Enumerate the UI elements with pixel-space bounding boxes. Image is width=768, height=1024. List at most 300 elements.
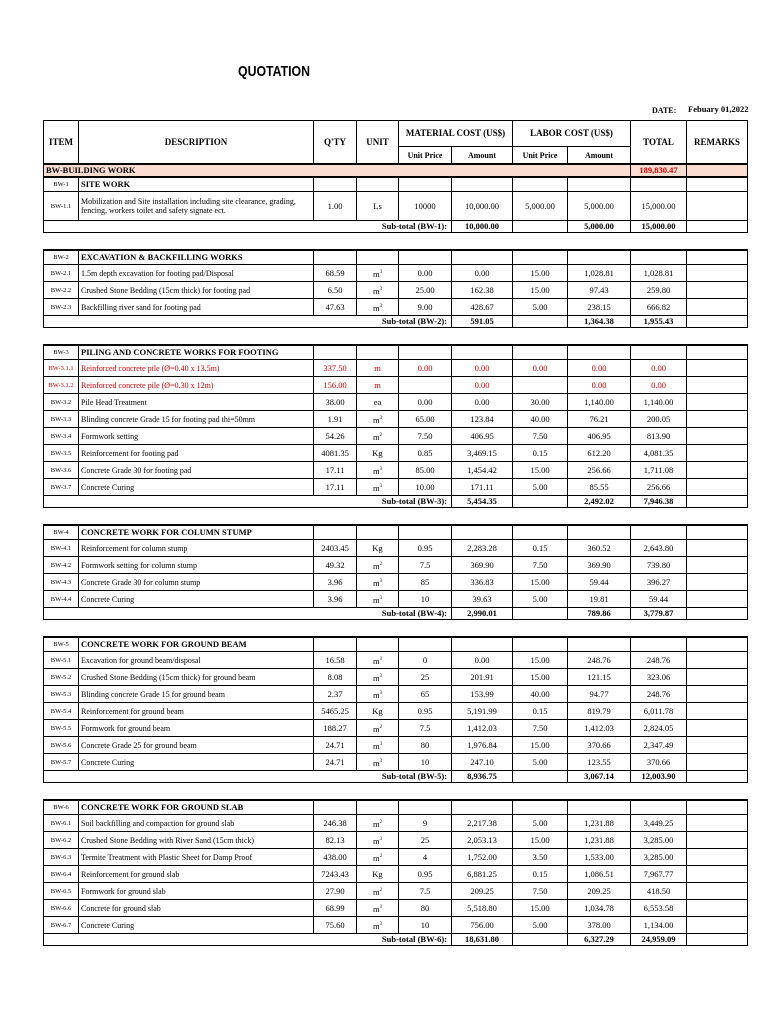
item-unit: $m^2$ [357,849,399,866]
material-unit-price: 0.95 [399,703,452,720]
table-row [44,849,748,866]
item-code: BW-4.4 [44,591,79,608]
item-description: Reinforcement for ground beam [79,703,314,720]
item-total: 323.06 [631,669,687,686]
labor-unit-price: 5,000.00 [513,192,568,221]
material-amount: 2,217.38 [452,815,513,832]
section-code: BW-3 [44,345,79,360]
item-description: Concrete Grade 25 for ground beam [79,737,314,754]
item-description: Formwork setting for column stump [79,557,314,574]
item-total: 4,081.35 [631,445,687,462]
labor-amount: 1,140.00 [568,394,631,411]
subtotal-row [44,608,748,620]
section-header [44,345,748,360]
item-qty: 8.08 [314,669,357,686]
labor-unit-price: 5.00 [513,815,568,832]
item-qty: 27.90 [314,883,357,900]
item-total: 1,711.08 [631,462,687,479]
header-material-amount: Amount [452,147,513,165]
item-description: Reinforcement for column stump [79,540,314,557]
item-remarks [687,360,748,377]
item-description: Reinforcement for ground slab [79,866,314,883]
item-remarks [687,540,748,557]
subtotal-row [44,934,748,946]
item-unit: $m^2$ [357,815,399,832]
item-qty: 1.91 [314,411,357,428]
item-code: BW-3.7 [44,479,79,496]
item-remarks [687,557,748,574]
table-row [44,815,748,832]
material-amount: 162.38 [452,282,513,299]
item-unit: $m^2$ [357,720,399,737]
labor-unit-price: 7.50 [513,883,568,900]
item-remarks [687,720,748,737]
subtotal-label: Sub-total (BW-4): [44,608,452,620]
item-remarks [687,394,748,411]
labor-unit-price: 0.00 [513,360,568,377]
table-row [44,866,748,883]
item-total: 248.76 [631,686,687,703]
labor-amount: 94.77 [568,686,631,703]
material-unit-price: 85 [399,574,452,591]
material-unit-price: 10 [399,917,452,934]
labor-amount: 76.21 [568,411,631,428]
quotation-sheet [43,120,747,946]
item-code: BW-5.5 [44,720,79,737]
date-label: DATE: [652,106,677,115]
item-unit: $m^2$ [357,883,399,900]
item-remarks [687,832,748,849]
item-total: 59.44 [631,591,687,608]
item-total: 0.00 [631,377,687,394]
header-item: ITEM [44,121,79,165]
table-row [44,360,748,377]
labor-unit-price: 5.00 [513,754,568,771]
item-unit: $m^3$ [357,574,399,591]
table-row [44,394,748,411]
item-qty: 156.00 [314,377,357,394]
section-spacer [44,328,748,346]
material-amount: 5,518.80 [452,900,513,917]
material-amount: 5,191.99 [452,703,513,720]
item-description: Blinding concrete Grade 15 for footing pad thi=50mm [79,411,314,428]
item-total: 739.80 [631,557,687,574]
labor-unit-price: 3.50 [513,849,568,866]
material-amount: 0.00 [452,377,513,394]
section-header [44,637,748,652]
item-total: 259.80 [631,282,687,299]
labor-unit-price: 7.50 [513,428,568,445]
item-qty: 337.50 [314,360,357,377]
material-unit-price: 7.5 [399,883,452,900]
item-total: 6,553.58 [631,900,687,917]
item-qty: 246.38 [314,815,357,832]
item-total: 6,011.78 [631,703,687,720]
material-unit-price: 0 [399,652,452,669]
item-qty: 82.13 [314,832,357,849]
labor-amount: 370.66 [568,737,631,754]
material-amount: 39.63 [452,591,513,608]
item-remarks [687,591,748,608]
item-qty: 38.00 [314,394,357,411]
item-qty: 438.00 [314,849,357,866]
item-description: Concrete Grade 30 for footing pad [79,462,314,479]
section-spacer [44,233,748,251]
item-code: BW-2.2 [44,282,79,299]
subtotal-row [44,316,748,328]
section-title: CONCRETE WORK FOR GROUND SLAB [79,800,314,815]
item-code: BW-6.7 [44,917,79,934]
item-unit: $m^3$ [357,669,399,686]
item-remarks [687,282,748,299]
material-unit-price: 0.95 [399,540,452,557]
section-title: PILING AND CONCRETE WORKS FOR FOOTING [79,345,314,360]
item-total: 15,000.00 [631,192,687,221]
item-remarks [687,849,748,866]
labor-amount: 85.55 [568,479,631,496]
table-row [44,720,748,737]
labor-unit-price: 0.15 [513,866,568,883]
item-description: Concrete Curing [79,754,314,771]
item-qty: 3.96 [314,574,357,591]
material-unit-price: 7.5 [399,720,452,737]
item-total: 2,347.49 [631,737,687,754]
item-total: 666.82 [631,299,687,316]
subtotal-material: 591.05 [452,316,513,328]
material-unit-price: 25 [399,832,452,849]
item-unit: $m^3$ [357,754,399,771]
table-row [44,591,748,608]
material-unit-price: 10 [399,754,452,771]
material-unit-price: 25.00 [399,282,452,299]
table-row [44,445,748,462]
item-description: Termite Treatment with Plastic Sheet for Damp Proof [79,849,314,866]
material-unit-price: 65.00 [399,411,452,428]
item-total: 1,134.00 [631,917,687,934]
labor-amount: 0.00 [568,360,631,377]
table-row [44,540,748,557]
item-description: Formwork setting [79,428,314,445]
section-title: SITE WORK [79,177,314,192]
material-unit-price: 80 [399,900,452,917]
subtotal-total: 15,000.00 [631,221,687,233]
labor-amount: 209.25 [568,883,631,900]
subtotal-total: 7,946.38 [631,496,687,508]
table-row [44,574,748,591]
document-title: QUOTATION [238,63,310,80]
item-total: 248.76 [631,652,687,669]
table-row [44,703,748,720]
header-unit: UNIT [357,121,399,165]
item-unit: $m^3$ [357,652,399,669]
material-unit-price: 0.00 [399,265,452,282]
table-row [44,377,748,394]
item-unit: $m^3$ [357,462,399,479]
material-unit-price: 0.00 [399,394,452,411]
item-code: BW-5.3 [44,686,79,703]
subtotal-total: 1,955.43 [631,316,687,328]
section-header [44,800,748,815]
item-unit: $m^3$ [357,299,399,316]
labor-unit-price: 5.00 [513,299,568,316]
labor-amount: 248.76 [568,652,631,669]
item-total: 200.05 [631,411,687,428]
item-total: 0.00 [631,360,687,377]
item-description: Mobilization and Site installation including site clearance, grading, fencing, workers toilet and safety signate ect. [79,192,314,221]
item-description: Reinforced concrete pile (Ø=0.40 x 13.5m) [79,360,314,377]
labor-unit-price: 40.00 [513,686,568,703]
date-value: Febuary 01,2022 [688,104,749,114]
bw-total: 189,830.47 [631,164,687,177]
subtotal-label: Sub-total (BW-6): [44,934,452,946]
material-amount: 10,000.00 [452,192,513,221]
material-unit-price: 65 [399,686,452,703]
material-amount: 2,283.28 [452,540,513,557]
section-code: BW-4 [44,525,79,540]
section-title: CONCRETE WORK FOR GROUND BEAM [79,637,314,652]
item-unit: $m^2$ [357,557,399,574]
item-description: 1.5m depth excavation for footing pad/Disposal [79,265,314,282]
item-code: BW-6.2 [44,832,79,849]
item-total: 3,285.00 [631,849,687,866]
item-unit: $m^3$ [357,737,399,754]
subtotal-material: 8,936.75 [452,771,513,783]
item-code: BW-6.5 [44,883,79,900]
subtotal-material: 2,990.01 [452,608,513,620]
item-code: BW-4.2 [44,557,79,574]
item-code: BW-3.1.2 [44,377,79,394]
item-remarks [687,574,748,591]
item-description: Formwork for ground beam [79,720,314,737]
item-unit: Kg [357,445,399,462]
item-code: BW-3.4 [44,428,79,445]
labor-unit-price: 7.50 [513,720,568,737]
material-amount: 6,881.25 [452,866,513,883]
material-unit-price: 7.50 [399,428,452,445]
header-qty: Q'TY [314,121,357,165]
table-row [44,737,748,754]
item-remarks [687,686,748,703]
subtotal-row [44,221,748,233]
item-qty: 16.58 [314,652,357,669]
material-amount: 209.25 [452,883,513,900]
item-code: BW-6.3 [44,849,79,866]
material-amount: 3,469.15 [452,445,513,462]
item-code: BW-3.1.1 [44,360,79,377]
table-row [44,479,748,496]
item-description: Pile Head Treatment [79,394,314,411]
labor-amount: 1,034.78 [568,900,631,917]
item-remarks [687,265,748,282]
labor-unit-price: 15.00 [513,282,568,299]
material-unit-price: 9.00 [399,299,452,316]
item-description: Backfilling river sand for footing pad [79,299,314,316]
labor-unit-price: 5.00 [513,479,568,496]
subtotal-labor: 789.86 [568,608,631,620]
item-qty: 4081.35 [314,445,357,462]
section-code: BW-1 [44,177,79,192]
item-code: BW-2.1 [44,265,79,282]
material-amount: 247.10 [452,754,513,771]
item-qty: 68.99 [314,900,357,917]
material-unit-price: 4 [399,849,452,866]
table-row [44,900,748,917]
material-amount: 0.00 [452,652,513,669]
subtotal-label: Sub-total (BW-1): [44,221,452,233]
material-amount: 171.11 [452,479,513,496]
material-amount: 756.00 [452,917,513,934]
item-unit: ea [357,394,399,411]
item-remarks [687,669,748,686]
table-row [44,832,748,849]
labor-amount: 123.55 [568,754,631,771]
labor-amount: 1,412.03 [568,720,631,737]
labor-unit-price: 15.00 [513,737,568,754]
material-unit-price: 0.00 [399,360,452,377]
item-description: Concrete Curing [79,591,314,608]
section-header [44,177,748,192]
labor-unit-price: 15.00 [513,669,568,686]
subtotal-total: 24,959.09 [631,934,687,946]
material-amount: 1,976.84 [452,737,513,754]
material-unit-price: 7.5 [399,557,452,574]
item-unit: Ls [357,192,399,221]
section-header [44,525,748,540]
labor-unit-price: 40.00 [513,411,568,428]
material-amount: 336.83 [452,574,513,591]
labor-amount: 1,231.88 [568,815,631,832]
item-total: 3,449.25 [631,815,687,832]
labor-unit-price: 0.15 [513,445,568,462]
item-total: 370.66 [631,754,687,771]
labor-amount: 819.79 [568,703,631,720]
item-description: Soil backfilling and compaction for ground slab [79,815,314,832]
item-unit: $m^3$ [357,900,399,917]
material-amount: 369.90 [452,557,513,574]
labor-unit-price: 15.00 [513,652,568,669]
item-qty: 75.60 [314,917,357,934]
item-qty: 6.50 [314,282,357,299]
item-code: BW-6.1 [44,815,79,832]
item-description: Crushed Stone Bedding (15cm thick) for ground beam [79,669,314,686]
material-unit-price: 10 [399,591,452,608]
labor-amount: 59.44 [568,574,631,591]
material-amount: 123.84 [452,411,513,428]
labor-unit-price: 15.00 [513,832,568,849]
section-title: CONCRETE WORK FOR COLUMN STUMP [79,525,314,540]
material-amount: 406.95 [452,428,513,445]
table-row [44,428,748,445]
item-unit: $m^2$ [357,428,399,445]
item-description: Concrete for ground slab [79,900,314,917]
labor-amount: 1,231.88 [568,832,631,849]
item-remarks [687,445,748,462]
material-amount: 1,454.42 [452,462,513,479]
section-header [44,250,748,265]
header-total: TOTAL [631,121,687,165]
labor-unit-price: 15.00 [513,462,568,479]
item-code: BW-5.4 [44,703,79,720]
item-qty: 49.32 [314,557,357,574]
subtotal-label: Sub-total (BW-3): [44,496,452,508]
labor-amount: 256.66 [568,462,631,479]
header-labor-cost: LABOR COST (US$) [513,121,631,147]
table-row [44,265,748,282]
item-code: BW-1.1 [44,192,79,221]
item-description: Excavation for ground beam/disposal [79,652,314,669]
item-qty: 17.11 [314,479,357,496]
subtotal-row [44,771,748,783]
bw-label: BW-BUILDING WORK [44,164,631,177]
labor-unit-price: 30.00 [513,394,568,411]
labor-amount: 612.20 [568,445,631,462]
material-unit-price: 0.85 [399,445,452,462]
table-row [44,652,748,669]
section-title: EXCAVATION & BACKFILLING WORKS [79,250,314,265]
item-unit: $m^3$ [357,591,399,608]
material-unit-price: 10.00 [399,479,452,496]
table-row [44,883,748,900]
item-unit: m [357,377,399,394]
subtotal-total: 12,003.90 [631,771,687,783]
subtotal-total: 3,779.87 [631,608,687,620]
item-remarks [687,703,748,720]
item-description: Reinforcement for footing pad [79,445,314,462]
table-row [44,754,748,771]
subtotal-material: 5,454.35 [452,496,513,508]
item-code: BW-6.4 [44,866,79,883]
table-row [44,282,748,299]
item-total: 3,285.00 [631,832,687,849]
labor-amount: 406.95 [568,428,631,445]
item-remarks [687,866,748,883]
item-unit: $m^3$ [357,411,399,428]
labor-unit-price: 5.00 [513,591,568,608]
labor-unit-price: 15.00 [513,900,568,917]
item-code: BW-6.6 [44,900,79,917]
labor-amount: 5,000.00 [568,192,631,221]
item-qty: 1.00 [314,192,357,221]
subtotal-material: 10,000.00 [452,221,513,233]
labor-unit-price [513,377,568,394]
item-unit: $m^3$ [357,686,399,703]
item-remarks [687,815,748,832]
labor-amount: 0.00 [568,377,631,394]
item-remarks [687,428,748,445]
item-qty: 2.37 [314,686,357,703]
header-description: DESCRIPTION [79,121,314,165]
item-unit: Kg [357,866,399,883]
item-code: BW-3.3 [44,411,79,428]
labor-amount: 369.90 [568,557,631,574]
item-qty: 68.59 [314,265,357,282]
labor-amount: 121.15 [568,669,631,686]
item-total: 2,643.80 [631,540,687,557]
material-amount: 428.67 [452,299,513,316]
item-remarks [687,883,748,900]
material-unit-price [399,377,452,394]
material-amount: 1,412.03 [452,720,513,737]
item-remarks [687,377,748,394]
labor-unit-price: 5.00 [513,917,568,934]
quotation-body [44,164,748,946]
material-unit-price: 0.95 [399,866,452,883]
labor-amount: 360.52 [568,540,631,557]
subtotal-label: Sub-total (BW-2): [44,316,452,328]
labor-amount: 97.43 [568,282,631,299]
labor-unit-price: 0.15 [513,540,568,557]
item-description: Reinforced concrete pile (Ø=0.30 x 12m) [79,377,314,394]
